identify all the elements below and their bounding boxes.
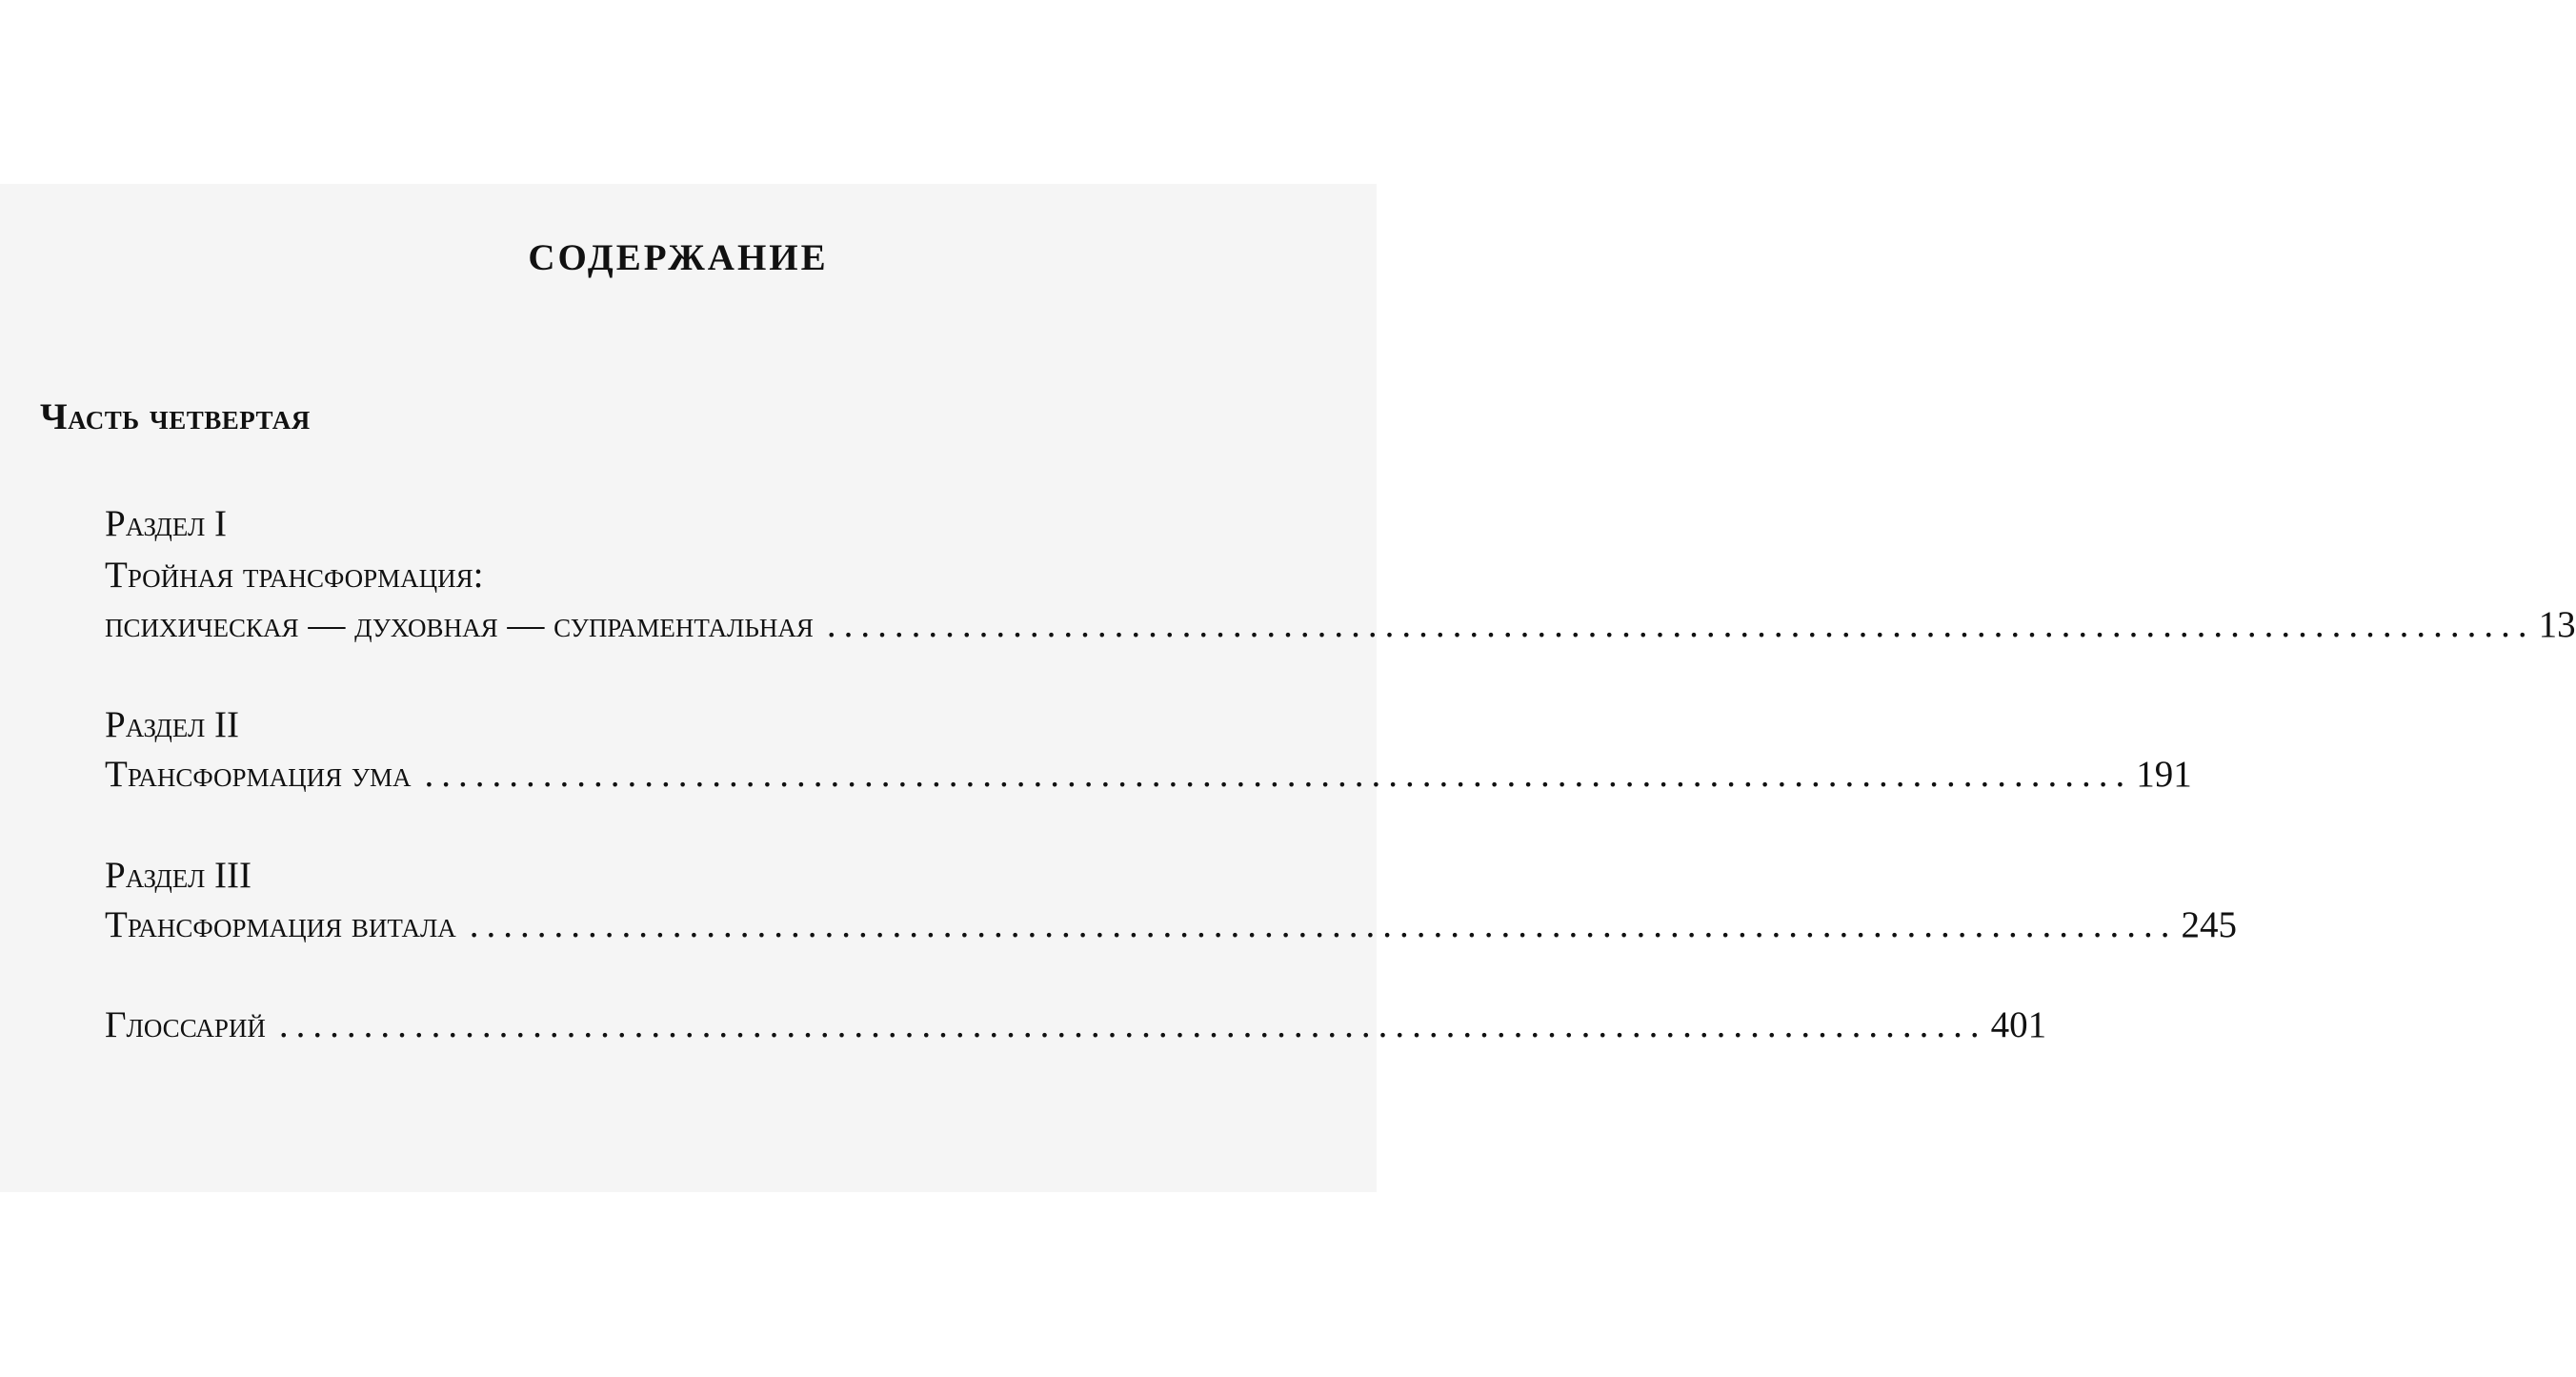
section-2-entry[interactable] [105, 753, 2192, 797]
book-page [0, 184, 2576, 1192]
section-3-label: Раздел III [105, 855, 252, 896]
section-3-entry[interactable] [105, 903, 2238, 947]
dot-leader: ..................................................................................................... [424, 754, 2133, 795]
glossary-page-number: 401 [1990, 1004, 2047, 1045]
section-3-title: Трансформация витала [105, 904, 456, 945]
section-1-label: Раздел I [105, 503, 227, 544]
section-3-page-number: 245 [2181, 904, 2238, 945]
toc-heading: СОДЕРЖАНИЕ [528, 237, 829, 278]
section-1-entry[interactable] [105, 603, 2576, 647]
dot-leader: ..................................................................................................... [826, 604, 2535, 645]
section-2-label: Раздел II [105, 704, 239, 745]
dot-leader: ..................................................................................................... [278, 1004, 1987, 1045]
part-title: Часть четвертая [40, 396, 311, 437]
section-1-page-number: 13 [2538, 604, 2576, 645]
section-1-title-line2: психическая — духовная — супраментальная [105, 604, 814, 645]
glossary-entry[interactable] [105, 1003, 2047, 1047]
glossary-title: Глоссарий [105, 1004, 266, 1045]
dot-leader: ..................................................................................................... [469, 904, 2178, 945]
section-1-title-line1: Тройная трансформация: [105, 555, 484, 596]
section-2-page-number: 191 [2136, 754, 2192, 795]
section-2-title: Трансформация ума [105, 754, 412, 795]
